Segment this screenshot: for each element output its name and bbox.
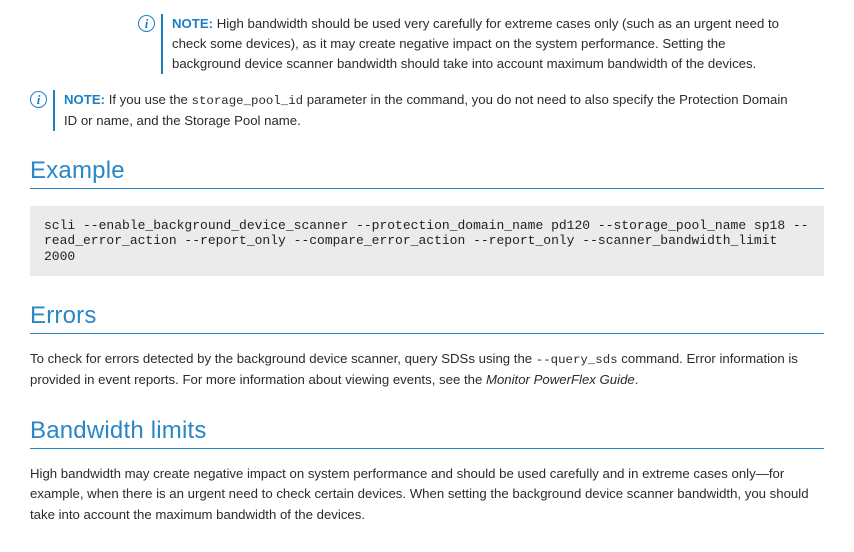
bandwidth-paragraph: High bandwidth may create negative impact on system performance and should be used carefully and in extreme cases only—for example, when there is an urgent need to check certain devices. When setting the background device scanner bandwidth, you should take into account the maximum bandwidth of the devices. <box>30 465 809 522</box>
errors-text-after: command. Error information is provided in event reports. For more information about viewing events, see the <box>30 351 798 388</box>
bandwidth-section <box>30 417 824 525</box>
info-icon: i <box>30 91 47 108</box>
note-callout-1 <box>138 14 788 74</box>
note-text <box>64 90 800 131</box>
divider <box>30 448 824 449</box>
document-page <box>0 14 854 552</box>
note-accent-bar <box>161 14 163 74</box>
note-body-after: parameter in the command, you do not need to also specify the Protection Domain ID or name, and the Storage Pool name. <box>64 92 788 129</box>
errors-paragraph <box>30 349 824 391</box>
errors-section <box>30 302 824 391</box>
inline-code-storage-pool-id: storage_pool_id <box>191 94 304 109</box>
example-section <box>30 157 824 276</box>
guide-reference: Monitor PowerFlex Guide <box>485 372 635 388</box>
errors-text-before: To check for errors detected by the background device scanner, query SDSs using the <box>30 351 536 367</box>
divider <box>30 333 824 334</box>
note-accent-bar <box>53 90 55 131</box>
note-callout-2 <box>30 90 800 131</box>
note-body-before: If you use the <box>105 92 192 108</box>
note-label: NOTE: <box>172 16 214 31</box>
note-text <box>172 14 788 74</box>
errors-text-end: . <box>634 372 639 388</box>
note-label: NOTE: <box>64 92 106 108</box>
page-title-errors: Errors <box>30 302 97 330</box>
divider <box>30 188 824 189</box>
page-title-example: Example <box>30 157 125 185</box>
page-title-bandwidth: Bandwidth limits <box>30 416 207 444</box>
info-icon: i <box>138 15 155 32</box>
note-body: High bandwidth should be used very carefully for extreme cases only (such as an urgent need to check some devices), as it may create negative impact on the system performance. Setting the background device scanner bandwidth should take into account maximum bandwidth of the devices. <box>172 16 779 72</box>
inline-code-query-sds: --query_sds <box>535 353 618 368</box>
code-block-example: scli --enable_background_device_scanner --protection_domain_name pd120 --storage_pool_name sp18 --read_error_action --report_only --compare_error_action --report_only --scanner_bandwidth_limit 2000 <box>30 206 824 276</box>
